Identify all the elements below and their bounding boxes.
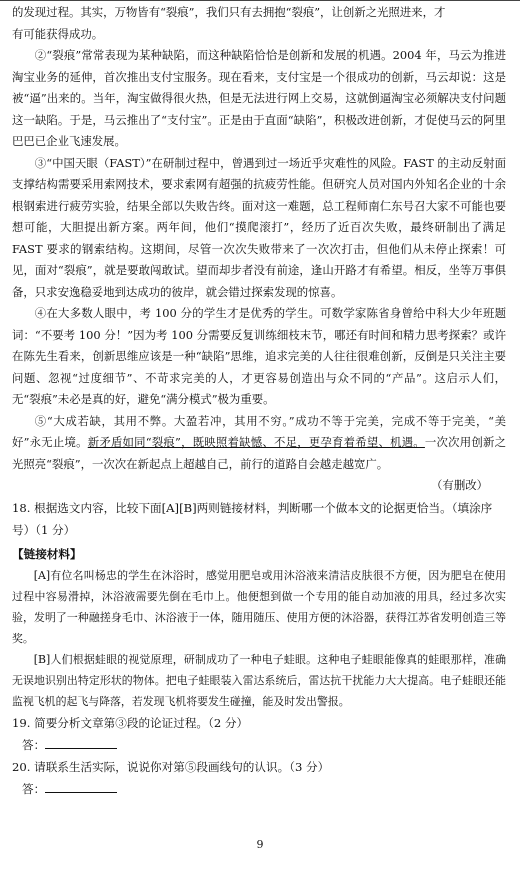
question-18-prompt: 18. 根据选文内容，比较下面[A][B]两则链接材料，判断哪一个做本文的论据更恰当。（填涂序号）（1 分） bbox=[12, 500, 493, 537]
link-material-a: [A]有位名叫杨忠的学生在沐浴时，感觉用肥皂或用沐浴液来清洁皮肤很不方便，因为肥皂在使用过程中容易滑掉，沐浴液需要先倒在毛巾上。他便想到做一个专用的能自动加液的用具，经过多次实验，发明了一种融搓身毛巾、沐浴液于一体，随用随压、使用方便的沐浴器，获得江苏省发明创造三等奖。 bbox=[12, 568, 506, 645]
link-material-b: [B]人们根据蛙眼的视觉原理，研制成功了一种电子蛙眼。这种电子蛙眼能像真的蛙眼那样，准确无误地识别出特定形状的物体。把电子蛙眼装入雷达系统后，雷达抗干扰能力大大提高。电子蛙眼还能监视飞机的起飞与降落，若发现飞机将要发生碰撞，能及时发出警报。 bbox=[12, 652, 506, 708]
question-20 bbox=[12, 756, 506, 800]
question-19-prompt: 19. 简要分析文章第③段的论证过程。（2 分） bbox=[12, 715, 249, 730]
question-20-prompt: 20. 请联系生活实际，说说你对第⑤段画线句的认识。（3 分） bbox=[12, 759, 330, 774]
paragraph-5-underlined-sentence: 新矛盾如同“裂痕”，既映照着缺憾、不足，更孕育着希望、机遇。 bbox=[87, 435, 425, 449]
answer-label: 答： bbox=[22, 781, 46, 796]
paragraph-5 bbox=[12, 411, 506, 476]
source-note: （有删改） bbox=[431, 478, 488, 492]
question-20-answer-line[interactable] bbox=[12, 778, 506, 800]
answer-blank[interactable] bbox=[45, 736, 117, 749]
answer-label: 答： bbox=[22, 737, 46, 752]
paragraph-2: ②“裂痕”常常表现为某种缺陷，而这种缺陷恰恰是创新和发展的机遇。2004 年，马云为推进淘宝业务的延伸，首次推出支付宝服务。现在看来，支付宝是一个很成功的创新，马云却说：这是被“逼”出来的。当年，淘宝做得很火热，但是无法进行网上交易，这就倒逼淘宝必须解决支付问题这一缺陷。于是，马云推出了“支付宝”。正是由于直面“缺陷”，积极改进创新，才促使马云的阿里巴巴已企业飞速发展。 bbox=[12, 48, 506, 148]
question-19 bbox=[12, 712, 506, 756]
paragraph-1-end-line-2: 有可能获得成功。 bbox=[12, 26, 104, 41]
link-material-label: 【链接材料】 bbox=[12, 546, 82, 561]
question-18 bbox=[12, 497, 506, 712]
page-number: 9 bbox=[256, 838, 264, 851]
question-19-answer-line[interactable] bbox=[12, 734, 506, 756]
paragraph-5-part-a: ⑤“大成若缺，其用不弊。大盈若冲，其用不穷。”成功不等于完美，完成不等于完美，“美好”永无止境。 bbox=[12, 413, 506, 449]
top-rule bbox=[0, 0, 520, 1]
paragraph-5-part-c: 一次次用创新之光照亮“裂痕”，一次次在新起点上超越自己，前行的道路自会越走越宽广。 bbox=[12, 435, 506, 471]
paragraph-3: ③“中国天眼（FAST）”在研制过程中，曾遇到过一场近乎灾难性的风险。FAST 的主动反射面支撑结构需要采用索网技术，要求索网有超强的抗疲劳性能。但研究人员对国内外知名企业的十余根钢索进行疲劳实验，结果全部以失败告终。面对这一难题，总工程师南仁东号召大家不可能也要想可能，大胆提出新方案。两年间，他们“摸爬滚打”，经历了近百次失败，最终研制出了满足 FAST 要求的钢索结构。这期间，尽管一次次失败带来了一次次打击，但他们从未停止探索！可见，面对“裂痕”，就是要敢闯敢试。望而却步者没有前途，逢山开路才有希望。相反，坐等万事俱备，只求安逸稳妥地到达成功的彼岸，就会错过探索发现的惊喜。 bbox=[12, 155, 506, 299]
paragraph-4: ④在大多数人眼中，考 100 分的学生才是优秀的学生。可数学家陈省身曾给中科大少年班题词：“不要考 100 分！”因为考 100 分需要反复训练细枝末节，哪还有时间和精力思考探索？或许在陈先生看来，创新思维应该是一种“缺陷”思维，追求完美的人往往很难创新，反倒是只关注主要问题、忽视“过度细节”、不苛求完美的人，才更容易创造出与众不同的“产品”。这启示人们，无“裂痕”未必是真的好，避免“满分模式”极为重要。 bbox=[12, 306, 506, 406]
paragraph-1-end-line-1: 的发现过程。其实，万物皆有“裂痕”，我们只有去拥抱“裂痕”，让创新之光照进来，才 bbox=[12, 5, 446, 19]
answer-blank[interactable] bbox=[45, 780, 117, 793]
article-body bbox=[12, 0, 506, 497]
